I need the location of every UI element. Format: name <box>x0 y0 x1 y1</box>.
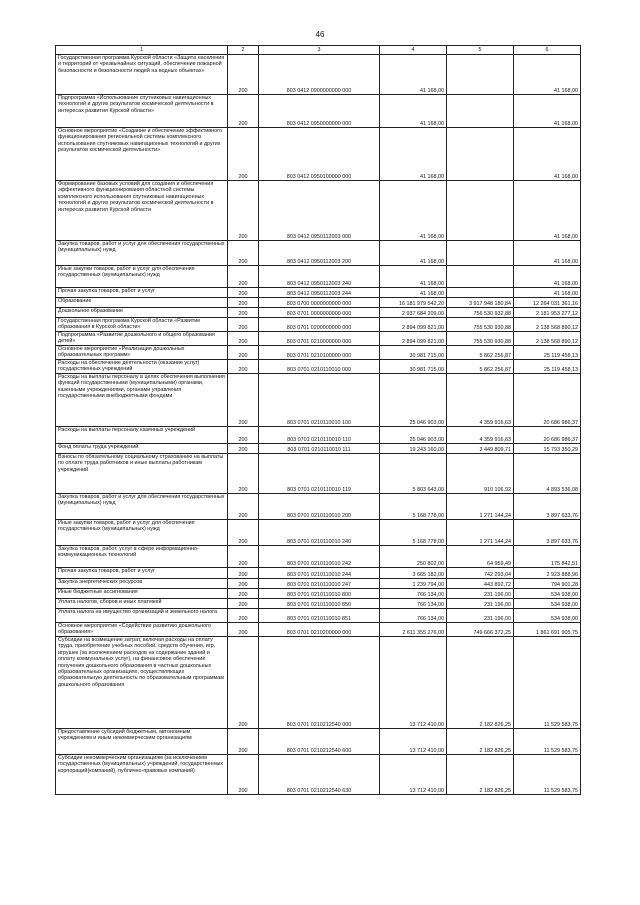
row-kbk: 803 0701 0210110010 110 <box>259 427 380 444</box>
row-value-5: 749 666 372,25 <box>447 623 514 637</box>
row-value-4: 766 134,00 <box>380 589 447 599</box>
row-kbk: 803 0701 0200000000 000 <box>259 318 380 332</box>
table-row <box>56 579 581 589</box>
row-value-5: 3 449 809,71 <box>447 444 514 454</box>
row-name: Фонд оплаты труда учреждений <box>56 444 228 454</box>
row-value-5: 4 359 916,63 <box>447 374 514 427</box>
row-value-6: 3 897 633,76 <box>514 494 581 520</box>
row-code: 200 <box>228 454 259 494</box>
row-value-5: 742 293,04 <box>447 568 514 579</box>
row-value-4: 250 802,00 <box>380 546 447 568</box>
row-value-6: 41 168,00 <box>514 288 581 298</box>
row-kbk: 803 0701 0210212540 630 <box>259 755 380 795</box>
row-kbk: 803 0701 0210110010 200 <box>259 494 380 520</box>
table-row <box>56 755 581 795</box>
row-value-6: 11 529 583,75 <box>514 755 581 795</box>
table-row <box>56 729 581 755</box>
table-row <box>56 55 581 95</box>
row-name: Закупка товаров, работ, услуг в сфере информационно-коммуникационных технологий <box>56 546 228 568</box>
row-value-5: 4 359 916,63 <box>447 427 514 444</box>
row-code: 200 <box>228 266 259 288</box>
row-name: Основное мероприятие «Создание и обеспечение эффективного функционирования региональной системы комплексного использования спутниковых навигационных технологий и других результатов космической деятельности» <box>56 128 228 181</box>
row-kbk: 803 0700 0000000000 000 <box>259 298 380 308</box>
row-code: 200 <box>228 520 259 546</box>
row-code: 200 <box>228 332 259 346</box>
row-name: Иные закупки товаров, работ и услуг для обеспечения государственных (муниципальных) нужд <box>56 266 228 288</box>
row-value-4: 5 803 643,00 <box>380 454 447 494</box>
row-value-4: 41 168,00 <box>380 181 447 241</box>
row-value-4: 13 712 410,00 <box>380 755 447 795</box>
header-cell: 1 <box>56 46 228 55</box>
table-row <box>56 609 581 623</box>
row-code: 200 <box>228 609 259 623</box>
row-value-6: 534 938,00 <box>514 609 581 623</box>
row-value-6: 12 264 031 361,16 <box>514 298 581 308</box>
row-code: 200 <box>228 346 259 360</box>
row-value-6: 1 861 691 905,75 <box>514 623 581 637</box>
header-cell: 4 <box>380 46 447 55</box>
row-value-4: 25 046 903,00 <box>380 374 447 427</box>
header-cell: 5 <box>447 46 514 55</box>
row-name: Иные закупки товаров, работ и услуг для обеспечения государственных (муниципальных) нужд <box>56 520 228 546</box>
row-name: Расходы на выплаты персоналу казенных учреждений <box>56 427 228 444</box>
row-kbk: 803 0701 0210110010 242 <box>259 546 380 568</box>
row-value-4: 5 168 778,00 <box>380 520 447 546</box>
row-value-5: 5 862 256,87 <box>447 360 514 374</box>
table-row <box>56 346 581 360</box>
row-kbk: 803 0701 0210110010 111 <box>259 444 380 454</box>
table-row <box>56 128 581 181</box>
table-row <box>56 454 581 494</box>
row-name: Предоставление субсидий бюджетным, автономным учреждениям и иным некоммерческим организациям <box>56 729 228 755</box>
row-name: Взносы по обязательному социальному страхованию на выплаты по оплате труда работников и иные выплаты работникам учреждений <box>56 454 228 494</box>
row-name: Субсидии на возмещение затрат, включая расходы на оплату труда, приобретение учебных пособий, средств обучения, игр, игрушек (за исключением расходов на содержание зданий и оплату коммунальных услуг), на финансовое обеспечение получения дошкольного образования в частных дошкольных образовательных организациях, осуществляющих образовательную деятельность по образовательным программам дошкольного образования <box>56 637 228 729</box>
row-value-5: 755 530 930,88 <box>447 318 514 332</box>
row-value-6: 4 893 536,08 <box>514 454 581 494</box>
table-row <box>56 181 581 241</box>
row-code: 200 <box>228 318 259 332</box>
row-value-6: 15 793 350,29 <box>514 444 581 454</box>
row-value-5: 756 530 932,88 <box>447 308 514 318</box>
row-name: Расходы на обеспечение деятельности (оказание услуг) государственных учреждений <box>56 360 228 374</box>
row-kbk: 803 0701 0210212540 600 <box>259 729 380 755</box>
row-name: Подпрограмма «Развитие дошкольного и общего образования детей» <box>56 332 228 346</box>
table-row <box>56 623 581 637</box>
row-value-6: 25 119 458,13 <box>514 360 581 374</box>
row-value-5: 231 196,00 <box>447 599 514 609</box>
table-row <box>56 360 581 374</box>
table-row <box>56 95 581 128</box>
row-kbk: 803 0412 0900000000 000 <box>259 55 380 95</box>
table-body <box>56 55 581 795</box>
row-name: Уплата налогов, сборов и иных платежей <box>56 599 228 609</box>
row-value-6: 41 168,00 <box>514 55 581 95</box>
row-code: 200 <box>228 546 259 568</box>
row-value-6: 175 842,51 <box>514 546 581 568</box>
row-kbk: 803 0701 0210000000 000 <box>259 332 380 346</box>
row-value-5: 1 271 144,24 <box>447 494 514 520</box>
row-value-6: 3 897 633,76 <box>514 520 581 546</box>
row-name: Прочая закупка товаров, работ и услуг <box>56 568 228 579</box>
budget-table <box>55 45 581 795</box>
table-row <box>56 494 581 520</box>
row-value-5: 910 106,92 <box>447 454 514 494</box>
row-code: 200 <box>228 55 259 95</box>
row-value-4: 41 168,00 <box>380 55 447 95</box>
header-cell: 3 <box>259 46 380 55</box>
row-code: 200 <box>228 579 259 589</box>
table-row <box>56 637 581 729</box>
row-value-4: 2 894 099 821,00 <box>380 332 447 346</box>
row-kbk: 803 0412 0950100000 000 <box>259 128 380 181</box>
table-row <box>56 288 581 298</box>
row-name: Образование <box>56 298 228 308</box>
row-code: 200 <box>228 374 259 427</box>
row-kbk: 803 0412 0950112003 200 <box>259 241 380 266</box>
row-kbk: 803 0701 0210110010 119 <box>259 454 380 494</box>
row-value-5: 1 271 144,24 <box>447 520 514 546</box>
row-value-4: 1 239 794,00 <box>380 579 447 589</box>
row-code: 200 <box>228 288 259 298</box>
row-name: Формирование базовых условий для создания и обеспечения эффективного функционирования областной системы комплексного использования спутниковых навигационных технологий и других результатов космической деятельности в интересах развития Курской области <box>56 181 228 241</box>
table-row <box>56 374 581 427</box>
header-cell: 2 <box>228 46 259 55</box>
row-kbk: 803 0701 0210110010 100 <box>259 374 380 427</box>
row-code: 200 <box>228 241 259 266</box>
row-kbk: 803 0701 0210110010 000 <box>259 360 380 374</box>
row-value-6: 2 138 568 890,12 <box>514 332 581 346</box>
row-value-4: 30 981 715,00 <box>380 346 447 360</box>
row-name: Иные бюджетные ассигнования <box>56 589 228 599</box>
row-value-4: 766 134,00 <box>380 599 447 609</box>
table-row <box>56 568 581 579</box>
row-value-5 <box>447 55 514 95</box>
row-name: Государственная программа Курской области «Развитие образования в Курской области» <box>56 318 228 332</box>
row-value-4: 2 937 684 209,00 <box>380 308 447 318</box>
row-value-4: 16 181 979 542,20 <box>380 298 447 308</box>
row-name: Закупка товаров, работ и услуг для обеспечения государственных (муниципальных) нужд <box>56 241 228 266</box>
row-name: Закупка товаров, работ и услуг для обеспечения государственных (муниципальных) нужд <box>56 494 228 520</box>
table-row <box>56 589 581 599</box>
table-row <box>56 599 581 609</box>
table-row <box>56 298 581 308</box>
row-kbk: 803 0701 0210110010 800 <box>259 589 380 599</box>
table-row <box>56 332 581 346</box>
row-kbk: 803 0701 0210200000 000 <box>259 623 380 637</box>
table-row <box>56 241 581 266</box>
row-code: 200 <box>228 360 259 374</box>
row-value-4: 41 168,00 <box>380 95 447 128</box>
row-value-4: 5 168 778,00 <box>380 494 447 520</box>
row-value-6: 534 938,00 <box>514 589 581 599</box>
row-code: 200 <box>228 623 259 637</box>
row-value-5: 3 917 948 180,84 <box>447 298 514 308</box>
row-value-5: 5 862 256,87 <box>447 346 514 360</box>
row-name: Расходы на выплаты персоналу в целях обеспечения выполнения функций государственными (муниципальными) органами, казенными учреждениями, органами управления государственными внебюджетными фондами <box>56 374 228 427</box>
row-value-5: 2 182 826,25 <box>447 729 514 755</box>
row-value-5 <box>447 266 514 288</box>
row-value-6: 2 181 953 277,12 <box>514 308 581 318</box>
row-code: 200 <box>228 494 259 520</box>
row-value-6: 41 168,00 <box>514 241 581 266</box>
row-name: Прочая закупка товаров, работ и услуг <box>56 288 228 298</box>
row-name: Закупка энергетических ресурсов <box>56 579 228 589</box>
row-value-5: 64 959,49 <box>447 546 514 568</box>
row-value-5: 443 892,72 <box>447 579 514 589</box>
row-value-4: 19 243 160,00 <box>380 444 447 454</box>
row-kbk: 803 0412 0950112003 240 <box>259 266 380 288</box>
row-value-4: 41 168,00 <box>380 288 447 298</box>
row-value-5 <box>447 128 514 181</box>
row-code: 200 <box>228 298 259 308</box>
row-value-4: 3 665 182,00 <box>380 568 447 579</box>
row-value-4: 41 168,00 <box>380 128 447 181</box>
row-code: 200 <box>228 729 259 755</box>
row-name: Основное мероприятие «Реализация дошкольных образовательных программ» <box>56 346 228 360</box>
row-value-5: 2 182 826,25 <box>447 637 514 729</box>
row-name: Дошкольное образование <box>56 308 228 318</box>
row-name: Государственная программа Курской области «Защита населения и территорий от чрезвычайных ситуаций, обеспечение пожарной безопасности и безопасности людей на водных объектах» <box>56 55 228 95</box>
row-value-6: 41 168,00 <box>514 181 581 241</box>
row-value-4: 25 046 903,00 <box>380 427 447 444</box>
table-row <box>56 266 581 288</box>
row-kbk: 803 0701 0210212540 000 <box>259 637 380 729</box>
table-row <box>56 308 581 318</box>
row-code: 200 <box>228 589 259 599</box>
row-value-5: 2 182 826,25 <box>447 755 514 795</box>
row-code: 200 <box>228 444 259 454</box>
row-code: 200 <box>228 181 259 241</box>
row-kbk: 803 0701 0210110010 240 <box>259 520 380 546</box>
row-kbk: 803 0412 0950112003 000 <box>259 181 380 241</box>
table-row <box>56 318 581 332</box>
row-name: Субсидии некоммерческим организациям (за исключением государственных (муниципальных) учреждений, государственных корпораций(компаний), публично-правовых компаний) <box>56 755 228 795</box>
row-value-4: 766 134,00 <box>380 609 447 623</box>
row-name: Основное мероприятие «Содействие развитию дошкольного образования» <box>56 623 228 637</box>
header-cell: 6 <box>514 46 581 55</box>
row-kbk: 803 0412 0950000000 000 <box>259 95 380 128</box>
row-value-5 <box>447 288 514 298</box>
table-row <box>56 546 581 568</box>
row-code: 200 <box>228 568 259 579</box>
row-value-6: 41 168,00 <box>514 95 581 128</box>
row-value-4: 41 168,00 <box>380 266 447 288</box>
row-value-6: 20 686 986,37 <box>514 427 581 444</box>
row-kbk: 803 0701 0210110010 851 <box>259 609 380 623</box>
row-code: 200 <box>228 95 259 128</box>
row-value-4: 30 981 715,00 <box>380 360 447 374</box>
row-value-6: 794 901,28 <box>514 579 581 589</box>
row-value-5 <box>447 181 514 241</box>
row-kbk: 803 0701 0210110010 244 <box>259 568 380 579</box>
row-kbk: 803 0701 0000000000 000 <box>259 308 380 318</box>
row-value-5: 231 196,00 <box>447 609 514 623</box>
row-name: Уплата налога на имущество организаций и земельного налога <box>56 609 228 623</box>
page-number: 46 <box>315 30 325 39</box>
row-value-6: 534 938,00 <box>514 599 581 609</box>
table-row <box>56 520 581 546</box>
header-row <box>56 46 581 55</box>
row-value-4: 13 712 410,00 <box>380 637 447 729</box>
row-value-6: 11 529 583,75 <box>514 729 581 755</box>
row-value-6: 2 923 888,96 <box>514 568 581 579</box>
row-value-6: 25 119 458,13 <box>514 346 581 360</box>
row-value-6: 41 168,00 <box>514 128 581 181</box>
row-code: 200 <box>228 755 259 795</box>
row-value-4: 41 168,00 <box>380 241 447 266</box>
row-code: 200 <box>228 427 259 444</box>
row-code: 200 <box>228 599 259 609</box>
table-row <box>56 444 581 454</box>
row-value-6: 11 529 583,75 <box>514 637 581 729</box>
row-value-6: 20 686 986,37 <box>514 374 581 427</box>
row-name: Подпрограмма «Использование спутниковых навигационных технологий и других результатов космической деятельности в интересах развития Курской области» <box>56 95 228 128</box>
table-row <box>56 427 581 444</box>
row-value-5: 755 530 930,88 <box>447 332 514 346</box>
row-value-5 <box>447 95 514 128</box>
row-kbk: 803 0701 0210110010 850 <box>259 599 380 609</box>
row-kbk: 803 0701 0210100000 000 <box>259 346 380 360</box>
row-value-5 <box>447 241 514 266</box>
row-value-4: 2 611 355 276,00 <box>380 623 447 637</box>
row-code: 200 <box>228 308 259 318</box>
row-value-4: 13 712 410,00 <box>380 729 447 755</box>
row-value-4: 2 894 099 821,00 <box>380 318 447 332</box>
row-value-6: 41 168,00 <box>514 266 581 288</box>
row-kbk: 803 0701 0210110010 247 <box>259 579 380 589</box>
row-kbk: 803 0412 0950112003 244 <box>259 288 380 298</box>
row-value-6: 2 138 568 890,12 <box>514 318 581 332</box>
row-code: 200 <box>228 637 259 729</box>
row-value-5: 231 196,00 <box>447 589 514 599</box>
row-code: 200 <box>228 128 259 181</box>
